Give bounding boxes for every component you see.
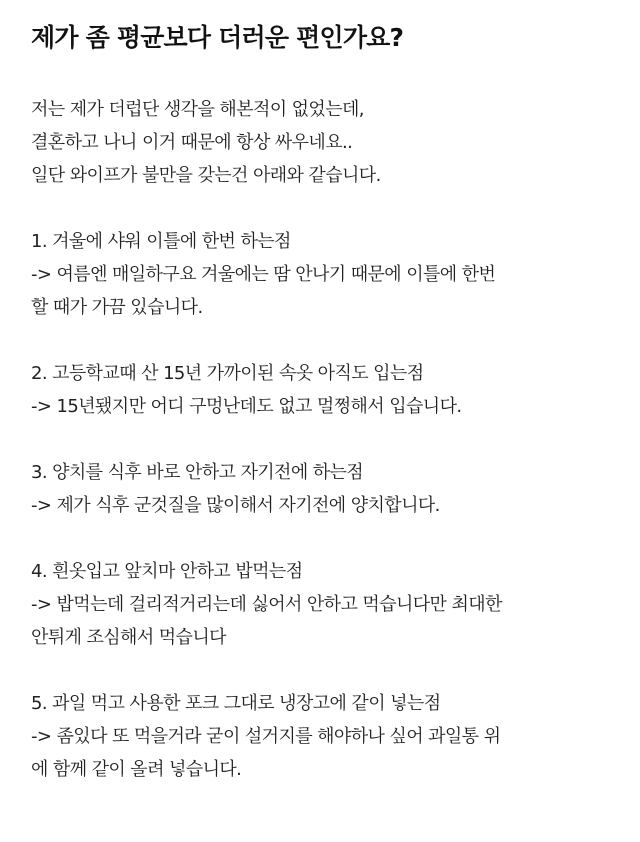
response-line: -> 제가 식후 군것질을 많이해서 자기전에 양치합니다. xyxy=(31,495,440,516)
complaint-item-2 xyxy=(31,357,620,423)
complaint-item-5 xyxy=(31,687,620,786)
response-line: -> 15년됐지만 어디 구멍난데도 없고 멀쩡해서 입습니다. xyxy=(31,396,462,417)
complaint-item-4 xyxy=(31,555,620,654)
post-title: 제가 좀 평균보다 더러운 편인가요? xyxy=(31,23,404,52)
response-line: -> 밥먹는데 걸리적거리는데 싫어서 안하고 먹습니다만 최대한 xyxy=(31,594,502,615)
response-line: 할 때가 가끔 있습니다. xyxy=(31,297,203,318)
complaint-line: 1. 겨울에 샤워 이틀에 한번 하는점 xyxy=(31,231,291,252)
response-line: -> 좀있다 또 먹을거라 굳이 설거지를 해야하나 싶어 과일통 위 xyxy=(31,726,501,747)
complaint-line: 4. 흰옷입고 앞치마 안하고 밥먹는점 xyxy=(31,561,303,582)
intro-line: 결혼하고 나니 이거 때문에 항상 싸우네요.. xyxy=(31,132,353,153)
post-body xyxy=(31,93,620,786)
response-line: 에 함께 같이 올려 넣습니다. xyxy=(31,759,242,780)
complaint-line: 5. 과일 먹고 사용한 포크 그대로 냉장고에 같이 넣는점 xyxy=(31,693,441,714)
complaint-line: 2. 고등학교때 산 15년 가까이된 속옷 아직도 입는점 xyxy=(31,363,424,384)
complaint-item-3 xyxy=(31,456,620,522)
intro-line: 일단 와이프가 불만을 갖는건 아래와 같습니다. xyxy=(31,165,381,186)
intro-line: 저는 제가 더럽단 생각을 해본적이 없었는데, xyxy=(31,99,364,120)
complaint-item-1 xyxy=(31,225,620,324)
response-line: -> 여름엔 매일하구요 겨울에는 땀 안나기 때문에 이틀에 한번 xyxy=(31,264,496,285)
intro-paragraph xyxy=(31,93,620,192)
complaint-line: 3. 양치를 식후 바로 안하고 자기전에 하는점 xyxy=(31,462,364,483)
response-line: 안튀게 조심해서 먹습니다 xyxy=(31,627,226,648)
